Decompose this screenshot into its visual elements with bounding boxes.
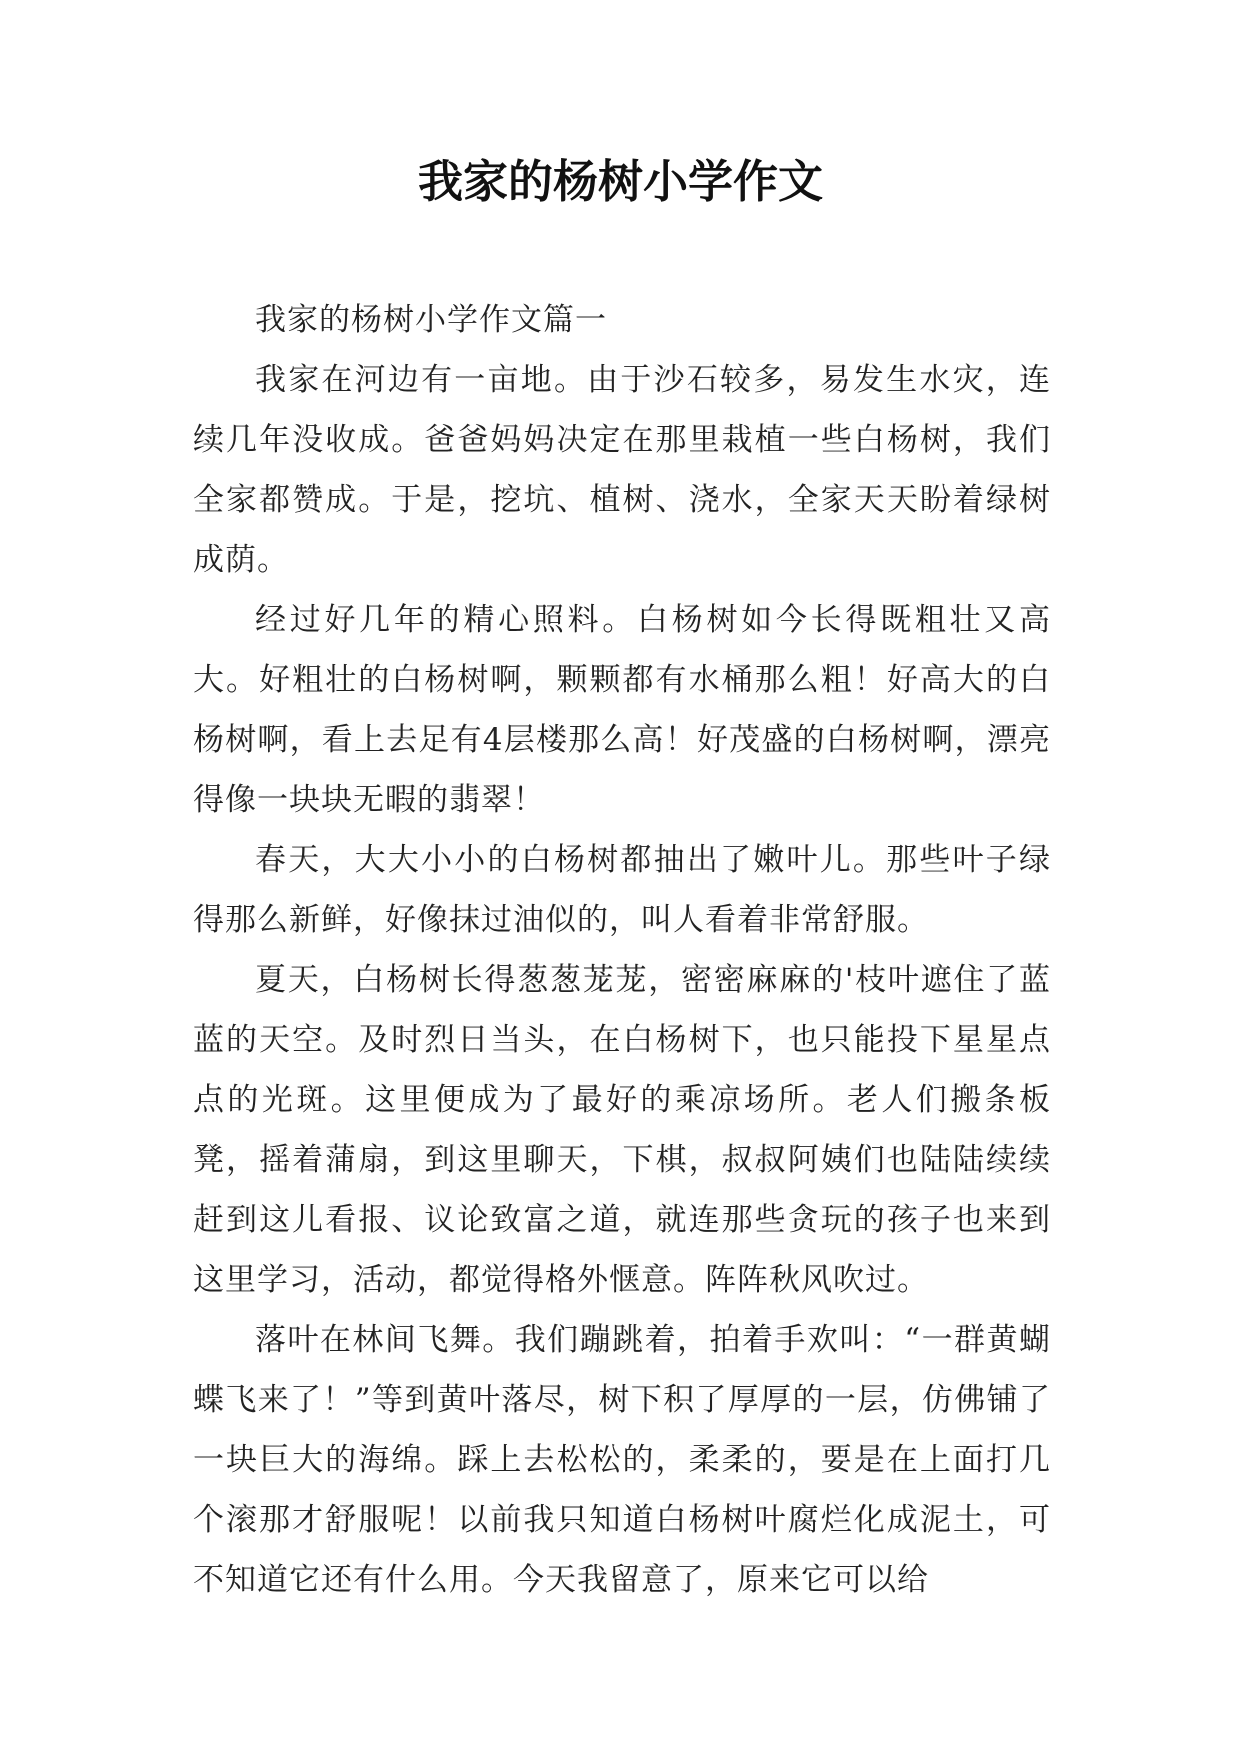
paragraph: 夏天，白杨树长得葱葱茏茏，密密麻麻的'枝叶遮住了蓝蓝的天空。及时烈日当头，在白杨树下，也只能投下星星点点的光斑。这里便成为了最好的乘凉场所。老人们搬条板凳，摇着蒲扇，到这里聊天，下棋，叔叔阿姨们也陆陆续续赶到这儿看报、议论致富之道，就连那些贪玩的孩子也来到这里学习，活动，都觉得格外惬意。阵阵秋风吹过。	[193, 962, 1051, 1298]
section-heading: 我家的杨树小学作文篇一	[255, 302, 607, 338]
paragraph: 经过好几年的精心照料。白杨树如今长得既粗壮又高大。好粗壮的白杨树啊，颗颗都有水桶那么粗！好高大的白杨树啊，看上去足有4层楼那么高！好茂盛的白杨树啊，漂亮得像一块块无暇的翡翠！	[193, 602, 1051, 818]
paragraph: 春天，大大小小的白杨树都抽出了嫩叶儿。那些叶子绿得那么新鲜，好像抹过油似的，叫人看着非常舒服。	[193, 842, 1051, 938]
document-title: 我家的杨树小学作文	[417, 155, 823, 208]
document-body	[193, 290, 1051, 1610]
paragraph: 落叶在林间飞舞。我们蹦跳着，拍着手欢叫：“一群黄蝴蝶飞来了！”等到黄叶落尽，树下积了厚厚的一层，仿佛铺了一块巨大的海绵。踩上去松松的，柔柔的，要是在上面打几个滚那才舒服呢！以前我只知道白杨树叶腐烂化成泥土，可不知道它还有什么用。今天我留意了，原来它可以给	[193, 1322, 1051, 1598]
paragraph: 我家在河边有一亩地。由于沙石较多，易发生水灾，连续几年没收成。爸爸妈妈决定在那里栽植一些白杨树，我们全家都赞成。于是，挖坑、植树、浇水，全家天天盼着绿树成荫。	[193, 362, 1051, 578]
